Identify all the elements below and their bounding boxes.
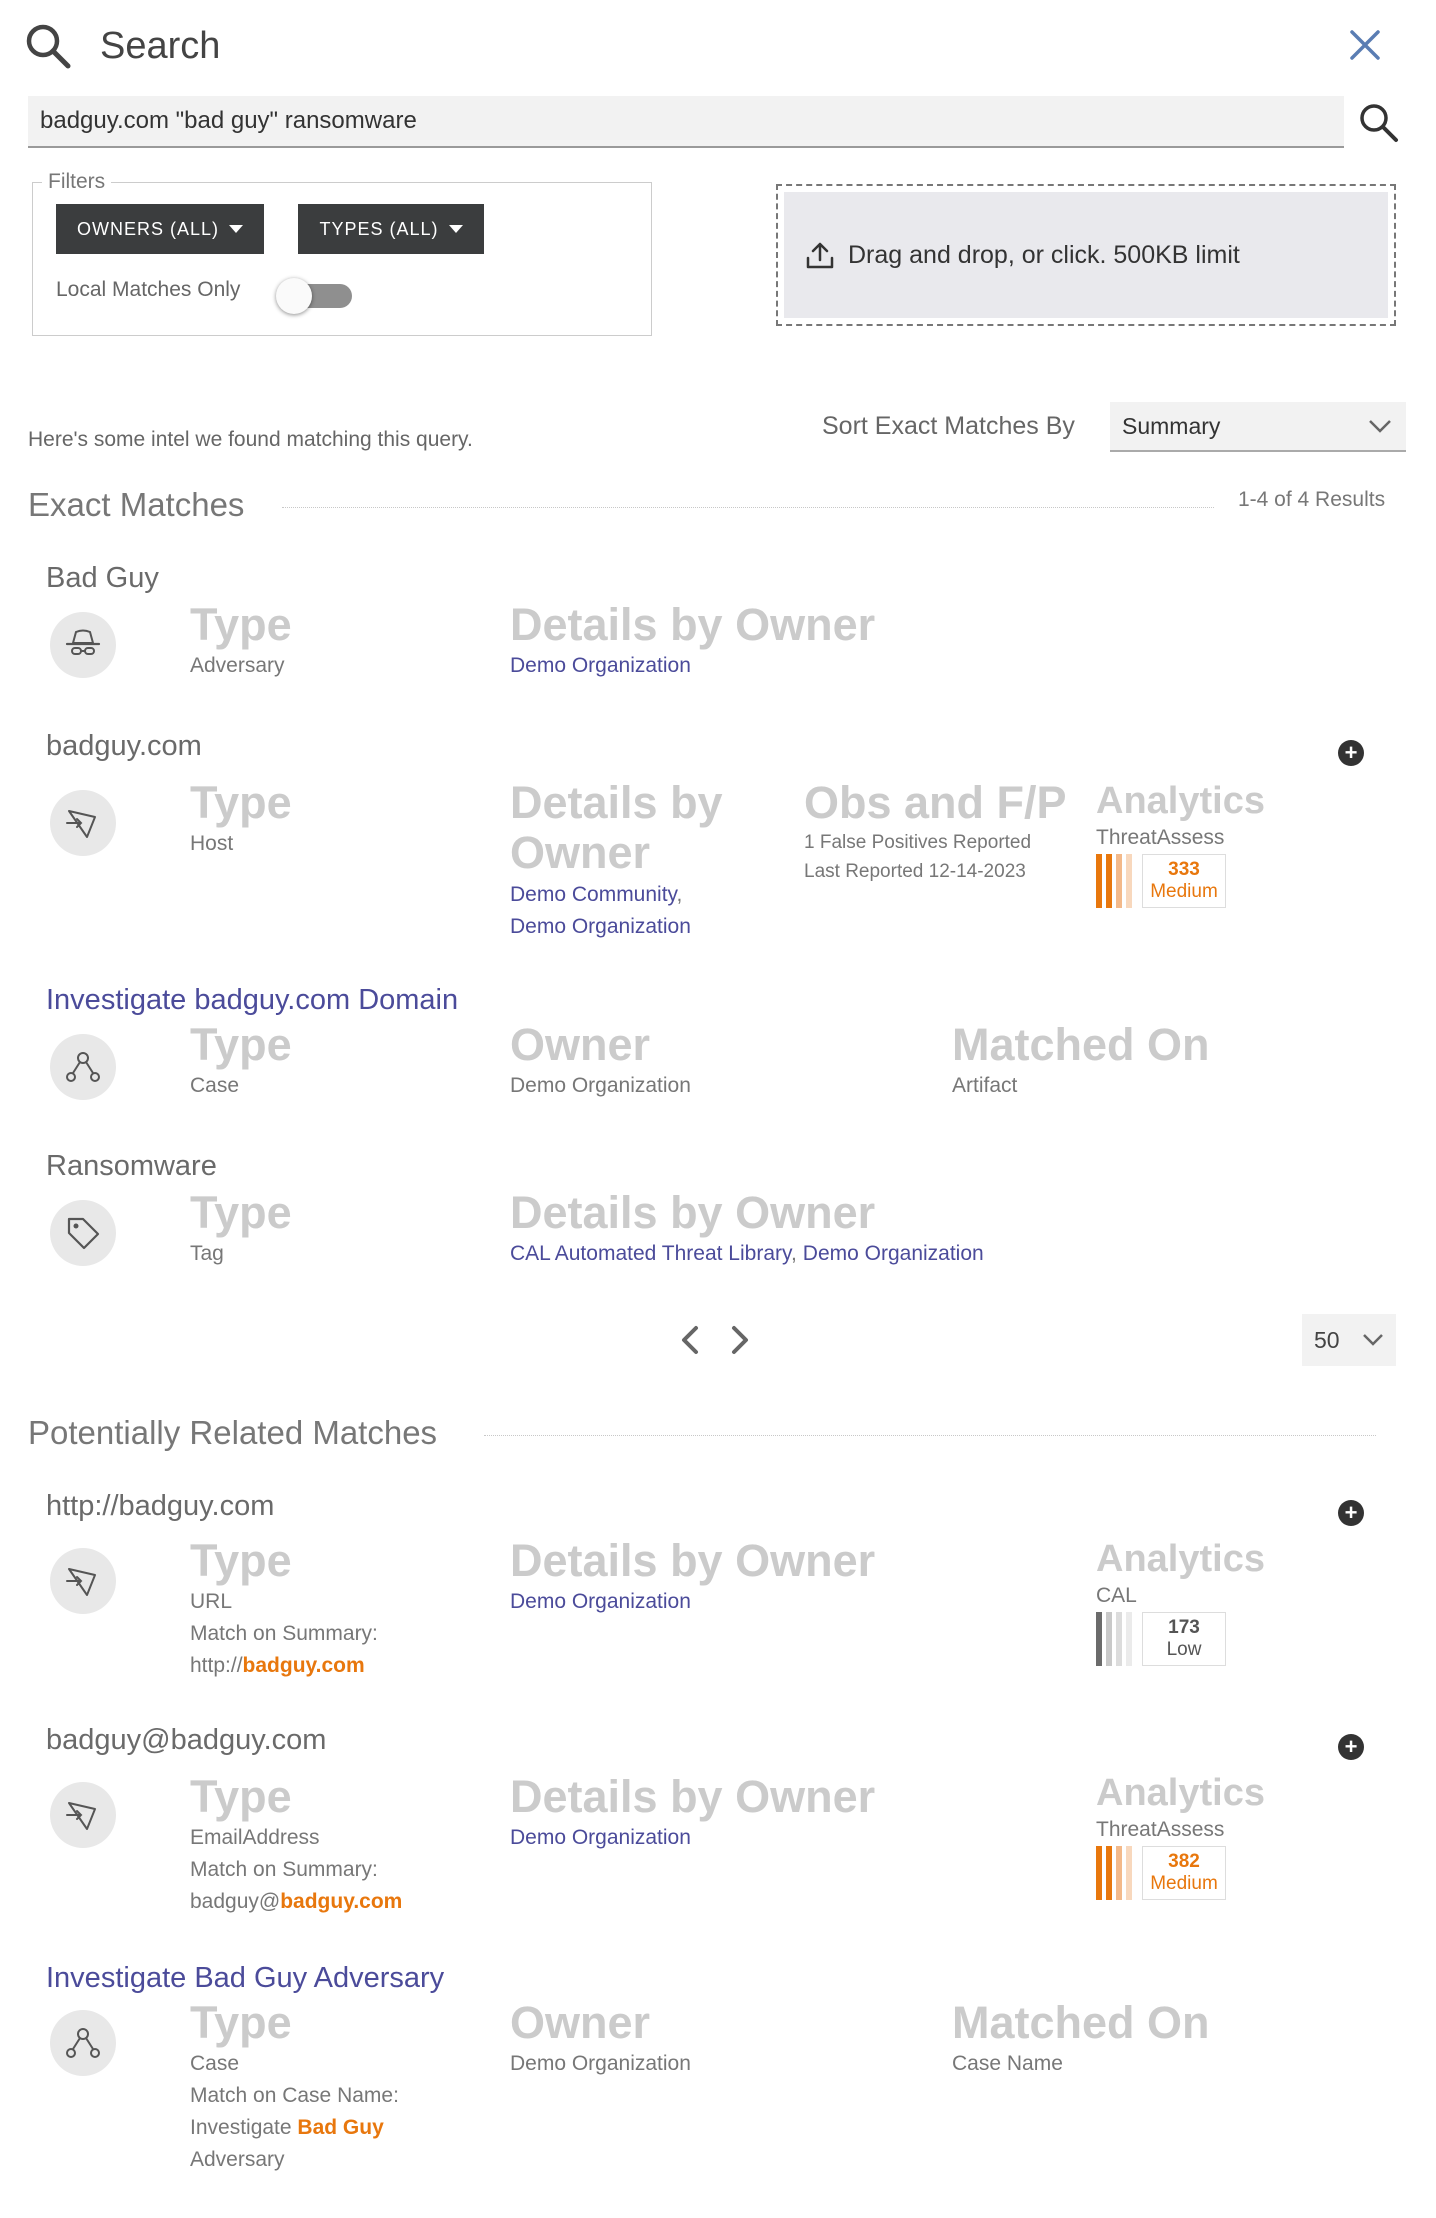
analytics-heading: Analytics (1096, 1772, 1265, 1814)
indicator-avatar (50, 1782, 116, 1848)
obs-last-reported: Last Reported 12-14-2023 (804, 861, 1026, 882)
type-value: Tag (190, 1242, 224, 1265)
score-rating: Low (1166, 1639, 1202, 1660)
threat-score (1096, 1846, 1226, 1900)
dropzone-label: Drag and drop, or click. 500KB limit (848, 240, 1240, 269)
file-dropzone[interactable] (776, 184, 1396, 326)
owner-value: Demo Organization (510, 2052, 691, 2075)
owner-link[interactable]: Demo Organization (510, 1590, 691, 1613)
owner-separator: , (790, 1242, 797, 1265)
chevron-down-icon (1368, 419, 1392, 433)
score-rating: Medium (1150, 1873, 1218, 1894)
result-title: badguy.com (46, 730, 202, 762)
owners-filter-button[interactable] (56, 204, 264, 254)
case-avatar (50, 2010, 116, 2076)
score-box (1142, 854, 1226, 908)
exact-matches-title: Exact Matches (28, 486, 245, 523)
result-title: Bad Guy (46, 562, 159, 594)
matched-on-heading: Matched On (952, 1997, 1210, 2048)
type-value: URL (190, 1590, 233, 1613)
owner-heading: Details by Owner (510, 1771, 876, 1822)
indicator-avatar (50, 790, 116, 856)
caret-down-icon (449, 225, 463, 233)
filters-legend: Filters (42, 170, 111, 194)
matched-on-value: Artifact (952, 1074, 1018, 1097)
result-title: badguy@badguy.com (46, 1724, 327, 1756)
score-value: 173 (1168, 1617, 1200, 1638)
local-matches-toggle[interactable] (276, 278, 356, 312)
score-bars (1096, 854, 1132, 908)
analytics-source: CAL (1096, 1584, 1137, 1607)
match-label: Match on Case Name: (190, 2084, 399, 2107)
indicator-icon (61, 801, 105, 845)
type-heading: Type (190, 1997, 292, 2048)
analytics-source: ThreatAssess (1096, 826, 1225, 849)
type-value: Host (190, 832, 234, 855)
owner-link[interactable]: Demo Community (510, 883, 677, 906)
analytics-source: ThreatAssess (1096, 1818, 1225, 1841)
case-network-icon (61, 2021, 105, 2065)
owner-heading: Owner (510, 1019, 651, 1070)
adversary-avatar (50, 612, 116, 678)
score-rating: Medium (1150, 881, 1218, 902)
owner-list (510, 879, 691, 943)
result-title: Ransomware (46, 1150, 217, 1182)
indicator-avatar (50, 1548, 116, 1614)
case-avatar (50, 1034, 116, 1100)
match-text (190, 1886, 402, 1918)
sort-label: Sort Exact Matches By (822, 412, 1075, 440)
match-text-prefix: http:// (190, 1654, 243, 1677)
per-page-value: 50 (1314, 1326, 1340, 1353)
threat-score (1096, 1612, 1226, 1666)
owner-link[interactable]: CAL Automated Threat Library (510, 1242, 791, 1265)
types-filter-label: TYPES (ALL) (319, 218, 439, 239)
match-highlight: Bad Guy (297, 2116, 384, 2139)
local-matches-label: Local Matches Only (56, 278, 241, 301)
score-bars (1096, 1846, 1132, 1900)
search-submit-icon[interactable] (1356, 100, 1400, 144)
search-icon (24, 22, 72, 70)
type-heading: Type (190, 777, 292, 828)
match-label: Match on Summary: (190, 1622, 378, 1645)
section-divider (484, 1435, 1376, 1436)
threat-score (1096, 854, 1226, 908)
chevron-right-icon[interactable] (722, 1322, 758, 1358)
upload-icon (804, 239, 836, 271)
chevron-down-icon (1362, 1333, 1384, 1347)
spy-hat-icon (61, 623, 105, 667)
owner-separator: , (676, 883, 683, 906)
match-text-prefix: badguy@ (190, 1890, 281, 1913)
owner-heading: Details by Owner (510, 777, 723, 878)
score-value: 333 (1168, 859, 1200, 880)
matched-on-value: Case Name (952, 2052, 1063, 2075)
score-box (1142, 1846, 1226, 1900)
case-network-icon (61, 1045, 105, 1089)
obs-false-positives: 1 False Positives Reported (804, 832, 1032, 853)
score-bars (1096, 1612, 1132, 1666)
type-heading: Type (190, 1535, 292, 1586)
section-divider (282, 507, 1214, 508)
type-value: EmailAddress (190, 1826, 320, 1849)
owner-heading: Details by Owner (510, 1535, 876, 1586)
analytics-heading: Analytics (1096, 780, 1265, 822)
add-icon[interactable]: + (1338, 1500, 1364, 1526)
types-filter-button[interactable] (298, 204, 484, 254)
indicator-icon (61, 1559, 105, 1603)
type-value: Adversary (190, 654, 285, 677)
owner-heading: Details by Owner (510, 599, 876, 650)
result-title-link[interactable]: Investigate badguy.com Domain (46, 984, 459, 1016)
owner-heading: Details by Owner (510, 1187, 876, 1238)
results-count: 1-4 of 4 Results (1238, 488, 1386, 511)
match-highlight: badguy.com (242, 1654, 365, 1677)
score-value: 382 (1168, 1851, 1200, 1872)
owner-heading: Owner (510, 1997, 651, 2048)
add-icon[interactable]: + (1338, 740, 1364, 766)
type-heading: Type (190, 1187, 292, 1238)
intel-note: Here's some intel we found matching this query. (28, 428, 473, 451)
type-heading: Type (190, 1771, 292, 1822)
type-value: Case (190, 1074, 240, 1097)
owner-list (510, 1238, 984, 1270)
owner-link[interactable]: Demo Organization (802, 1242, 984, 1265)
indicator-icon (61, 1793, 105, 1837)
page-title: Search (100, 25, 221, 67)
result-title-link[interactable]: Investigate Bad Guy Adversary (46, 1962, 445, 1994)
owner-link[interactable]: Demo Organization (510, 1826, 691, 1849)
close-icon[interactable] (1340, 20, 1390, 70)
match-text-prefix: Investigate (190, 2116, 298, 2139)
caret-down-icon (229, 225, 243, 233)
matched-on-heading: Matched On (952, 1019, 1210, 1070)
owner-link[interactable]: Demo Organization (510, 915, 691, 938)
analytics-heading: Analytics (1096, 1538, 1265, 1580)
match-highlight: badguy.com (280, 1890, 403, 1913)
match-label: Match on Summary: (190, 1858, 378, 1881)
sort-select-value: Summary (1122, 412, 1221, 439)
sort-select[interactable] (1110, 402, 1406, 452)
per-page-select[interactable] (1302, 1314, 1396, 1366)
type-heading: Type (190, 1019, 292, 1070)
tag-avatar (50, 1200, 116, 1266)
related-matches-title: Potentially Related Matches (28, 1414, 438, 1451)
add-icon[interactable]: + (1338, 1734, 1364, 1760)
obs-heading: Obs and F/P (804, 777, 1067, 828)
tag-icon (61, 1211, 105, 1255)
match-text (190, 2112, 384, 2144)
score-box (1142, 1612, 1226, 1666)
result-title: http://badguy.com (46, 1490, 275, 1522)
type-heading: Type (190, 599, 292, 650)
owners-filter-label: OWNERS (ALL) (76, 218, 220, 239)
match-text-suffix: Adversary (190, 2148, 285, 2171)
match-text (190, 1650, 365, 1682)
type-value: Case (190, 2052, 240, 2075)
chevron-left-icon[interactable] (672, 1322, 708, 1358)
owner-link[interactable]: Demo Organization (510, 654, 691, 677)
search-input[interactable] (28, 96, 1344, 148)
owner-value: Demo Organization (510, 1074, 691, 1097)
